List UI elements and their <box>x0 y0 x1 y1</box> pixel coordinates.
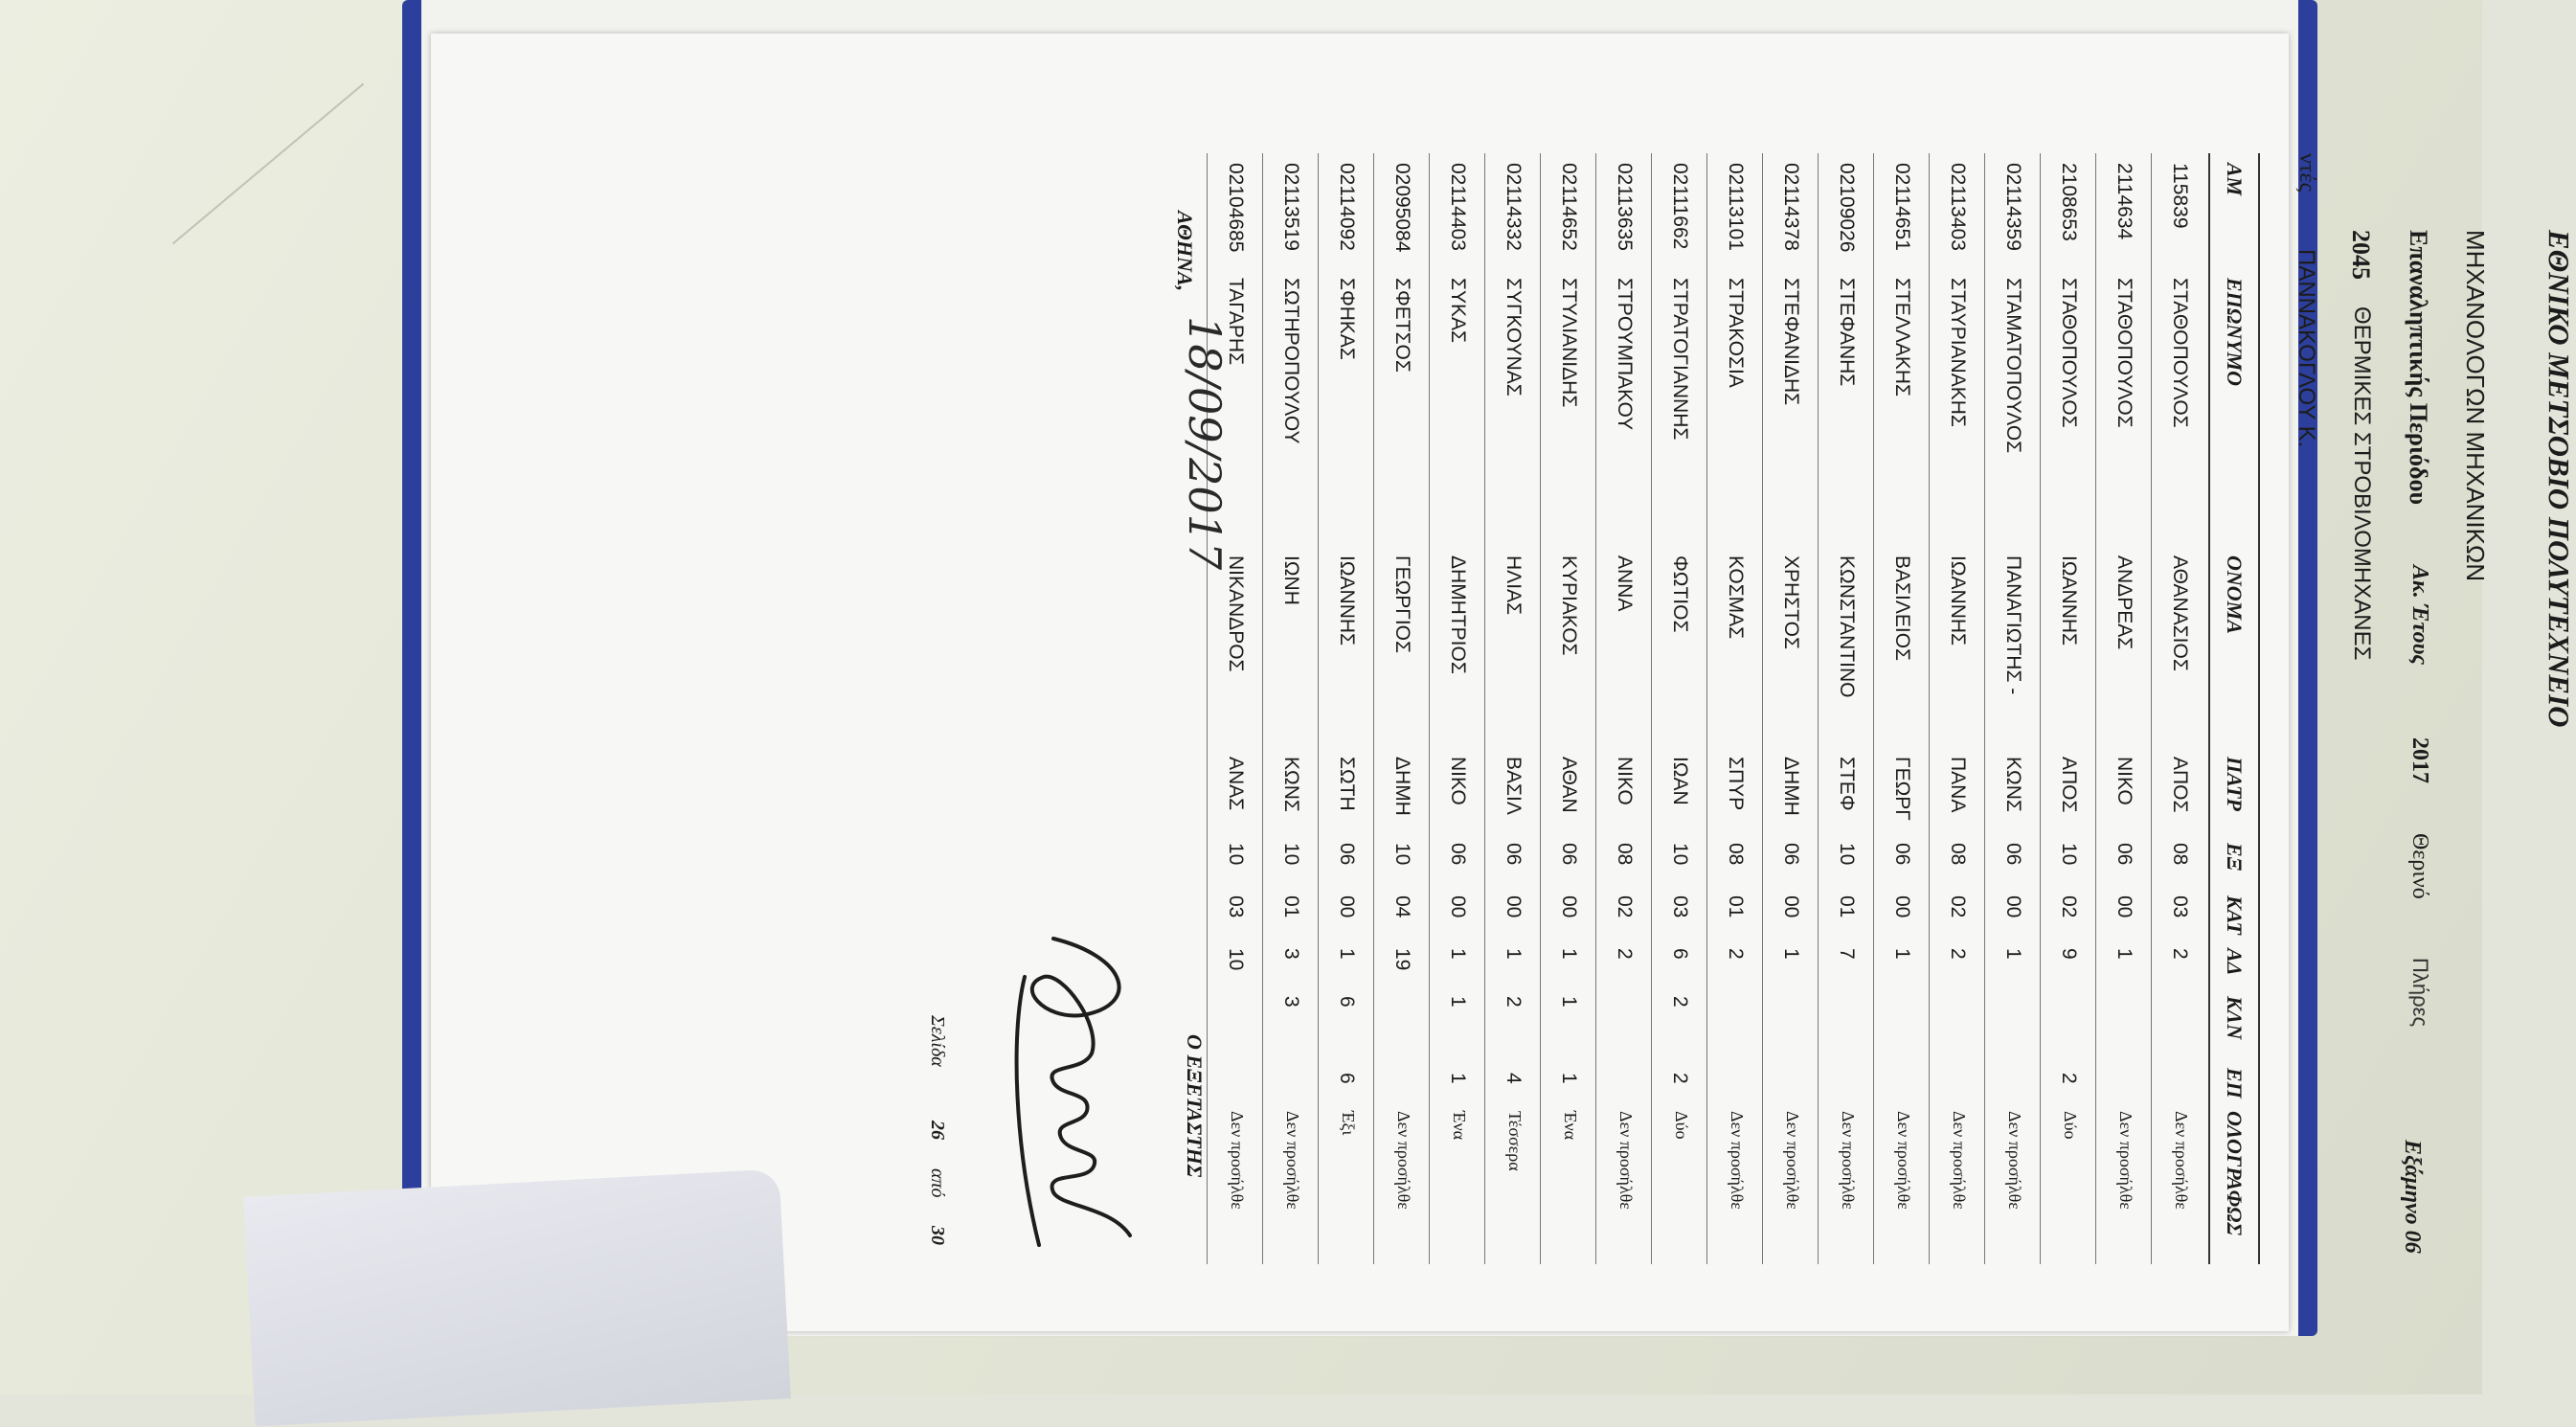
cell-ad: 1 <box>2002 948 2024 960</box>
row-divider <box>1484 153 1485 1264</box>
row-divider <box>1429 153 1430 1264</box>
cell-name: ΦΩΤΙΟΣ <box>1669 555 1691 633</box>
cell-ex: 10 <box>1225 843 1247 866</box>
cell-ad: 7 <box>1836 948 1858 960</box>
cell-cat: 03 <box>1669 895 1691 918</box>
cell-kl: 1 <box>1558 996 1580 1008</box>
cell-ep: 1 <box>1447 1073 1469 1084</box>
cell-cat: 02 <box>1947 895 1969 918</box>
table-row <box>1929 153 1984 1264</box>
row-divider <box>1262 153 1263 1264</box>
cell-ex: 10 <box>2058 843 2080 866</box>
cell-surname: ΣΩΤΗΡΟΠΟΥΛΟΥ <box>1280 278 1302 444</box>
col-header-ep: ΕΠ <box>2223 1068 2247 1099</box>
cell-surname: ΣΤΑΘΟΠΟΥΛΟΣ <box>2113 278 2135 428</box>
cell-surname: ΣΤΕΦΑΝΙΔΗΣ <box>1780 278 1802 406</box>
row-divider <box>1873 153 1874 1264</box>
academic-year-value: 2017 <box>2407 737 2432 783</box>
grade-sheet-page <box>431 34 2576 1331</box>
col-header-words: ΟΛΟΓΡΑΦΩΣ <box>2223 1111 2247 1235</box>
cell-name: ΚΩΝΣΤΑΝΤΙΝΟ <box>1836 555 1858 698</box>
course-code: 2045 <box>2347 230 2375 280</box>
table-row <box>1706 153 1762 1264</box>
cell-father: ΣΠΥΡ <box>1725 757 1747 811</box>
examiner-signature <box>977 919 1168 1264</box>
cell-ad: 2 <box>1614 948 1636 960</box>
row-divider <box>2040 153 2041 1264</box>
cell-ep: 2 <box>1669 1073 1691 1084</box>
col-header-surname: ΕΠΩΝΥΜΟ <box>2223 278 2247 386</box>
org-title: ΕΘΝΙΚΟ ΜΕΤΣΟΒΙΟ ΠΟΛΥΤΕΧΝΕΙΟ <box>2542 230 2576 728</box>
row-divider <box>1818 153 1819 1264</box>
cell-surname: ΤΑΓΑΡΗΣ <box>1225 278 1247 366</box>
cell-words: Δεν προσήλθε <box>1283 1111 1302 1210</box>
cell-ep: 2 <box>2058 1073 2080 1084</box>
cell-surname: ΣΤΥΛΙΑΝΙΔΗΣ <box>1558 278 1580 408</box>
instructor-name: ΠΑΝΝΑΚΟΓΛΟΥ Κ. <box>2294 249 2319 448</box>
cell-father: ΑΠΟΣ <box>2169 757 2191 813</box>
cell-words: Τέσσερα <box>1505 1111 1525 1171</box>
cell-words: Δεν προσήλθε <box>1616 1111 1636 1210</box>
cell-surname: ΣΦΕΤΣΟΣ <box>1391 278 1413 373</box>
cell-kl: 2 <box>1669 996 1691 1008</box>
cell-words: Δεν προσήλθε <box>2172 1111 2191 1210</box>
cell-kl: 2 <box>1503 996 1525 1008</box>
cell-surname: ΣΦΗΚΑΣ <box>1336 278 1358 360</box>
cell-surname: ΣΤΡΑΚΟΣΙΑ <box>1725 278 1747 388</box>
cell-surname: ΣΤΑΘΟΠΟΥΛΟΣ <box>2058 278 2080 428</box>
row-divider <box>1984 153 1985 1264</box>
cell-words: Έξι <box>1339 1111 1358 1136</box>
page-curl <box>243 1169 791 1427</box>
page-total: 30 <box>927 1226 948 1245</box>
table-row <box>1373 153 1429 1264</box>
paper-crease <box>172 83 364 245</box>
cell-words: Δεν προσήλθε <box>1839 1111 1858 1210</box>
cell-ad: 1 <box>1503 948 1525 960</box>
cell-ama: 115839 <box>2169 163 2191 229</box>
cell-ama: 02114332 <box>1503 163 1525 251</box>
cell-surname: ΣΤΑΘΟΠΟΥΛΟΣ <box>2169 278 2191 428</box>
cell-ama: 2114634 <box>2113 163 2135 240</box>
cell-cat: 00 <box>2002 895 2024 918</box>
cell-cat: 02 <box>2058 895 2080 918</box>
cell-name: ΠΑΝΑΓΙΩΤΗΣ - <box>2002 555 2024 695</box>
table-header-rule <box>2208 153 2210 1264</box>
cell-ama: 02113635 <box>1614 163 1636 251</box>
cell-name: ΙΩΝΗ <box>1280 555 1302 605</box>
page-label: Σελίδα <box>927 1015 948 1067</box>
cell-ama: 02113101 <box>1725 163 1747 251</box>
cell-name: ΧΡΗΣΤΟΣ <box>1780 555 1802 649</box>
cell-ex: 10 <box>1391 843 1413 866</box>
cell-name: ΑΝΔΡΕΑΣ <box>2113 555 2135 650</box>
cell-name: ΚΥΡΙΑΚΟΣ <box>1558 555 1580 656</box>
cell-words: Δεν προσήλθε <box>1894 1111 1913 1210</box>
cell-cat: 00 <box>1336 895 1358 918</box>
table-row <box>1595 153 1651 1264</box>
cell-father: ΝΙΚΟ <box>2113 757 2135 805</box>
cell-words: Δύο <box>2061 1111 2080 1140</box>
cell-ex: 10 <box>1836 843 1858 866</box>
cell-ex: 08 <box>1947 843 1969 866</box>
cell-ad: 2 <box>1725 948 1747 960</box>
cell-words: Ένα <box>1450 1111 1469 1141</box>
col-header-kln: ΚΛΝ <box>2223 996 2247 1040</box>
cell-ama: 02109026 <box>1836 163 1858 253</box>
table-row <box>2095 153 2151 1264</box>
cell-father: ΝΙΚΟ <box>1614 757 1636 805</box>
cell-kl: 3 <box>1280 996 1302 1008</box>
course-name: ΘΕΡΜΙΚΕΣ ΣΤΡΟΒΙΛΟΜΗΧΑΝΕΣ <box>2349 306 2375 661</box>
table-row <box>1873 153 1929 1264</box>
examiner-label: Ο ΕΞΕΤΑΣΤΗΣ <box>1183 1034 1207 1178</box>
place-date-label: ΑΘΗΝΑ, <box>1173 211 1197 292</box>
cell-father: ΓΕΩΡΓ <box>1891 757 1913 821</box>
rotated-content <box>881 153 2576 1293</box>
cell-ex: 06 <box>2002 843 2024 866</box>
cell-cat: 00 <box>1780 895 1802 918</box>
cell-name: ΚΟΣΜΑΣ <box>1725 555 1747 640</box>
cell-words: Δεν προσήλθε <box>2116 1111 2135 1210</box>
cell-words: Δεν προσήλθε <box>2005 1111 2024 1210</box>
cell-ex: 06 <box>1780 843 1802 866</box>
cell-father: ΠΑΝΑ <box>1947 757 1969 813</box>
row-divider <box>1373 153 1374 1264</box>
cell-ad: 9 <box>2058 948 2080 960</box>
cell-ama: 02114652 <box>1558 163 1580 251</box>
cell-ama: 02104685 <box>1225 163 1247 253</box>
cell-ex: 06 <box>1447 843 1469 866</box>
row-divider <box>1651 153 1652 1264</box>
cell-name: ΔΗΜΗΤΡΙΟΣ <box>1447 555 1469 674</box>
period-label: Επαναληπτικής Περιόδου <box>2405 230 2432 506</box>
cell-ad: 1 <box>1336 948 1358 960</box>
cell-name: ΙΩΑΝΝΗΣ <box>1947 555 1969 646</box>
cell-words: Δεν προσήλθε <box>1783 1111 1802 1210</box>
page-of-label: από <box>927 1168 948 1198</box>
table-row <box>2040 153 2095 1264</box>
row-divider <box>1318 153 1319 1264</box>
cell-ama: 02114359 <box>2002 163 2024 251</box>
cell-father: ΑΘΑΝ <box>1558 757 1580 813</box>
cell-name: ΑΘΑΝΑΣΙΟΣ <box>2169 555 2191 671</box>
cell-words: Δεν προσήλθε <box>1394 1111 1413 1210</box>
cell-ep: 6 <box>1336 1073 1358 1084</box>
cell-cat: 00 <box>1503 895 1525 918</box>
row-divider <box>1929 153 1930 1264</box>
cell-ex: 08 <box>1725 843 1747 866</box>
cell-cat: 00 <box>1558 895 1580 918</box>
cell-name: ΒΑΣΙΛΕΙΟΣ <box>1891 555 1913 662</box>
cell-kl: 6 <box>1336 996 1358 1008</box>
cell-ex: 10 <box>1669 843 1691 866</box>
cell-ama: 02114403 <box>1447 163 1469 251</box>
cell-surname: ΣΤΕΦΑΝΗΣ <box>1836 278 1858 387</box>
table-row <box>1984 153 2040 1264</box>
cell-father: ΒΑΣΙΛ <box>1503 757 1525 815</box>
cell-father: ΔΗΜΗ <box>1391 757 1413 816</box>
cell-surname: ΣΥΓΚΟΥΝΑΣ <box>1503 278 1525 396</box>
cell-ad: 10 <box>1225 948 1247 971</box>
cell-father: ΑΠΟΣ <box>2058 757 2080 813</box>
cell-ep: 4 <box>1503 1073 1525 1084</box>
cell-father: ΝΙΚΟ <box>1447 757 1469 805</box>
cell-ama: 02113403 <box>1947 163 1969 251</box>
handwritten-date: 18/09/2017 <box>1179 316 1231 571</box>
instructors-label: ντές <box>2294 153 2319 193</box>
cell-cat: 03 <box>1225 895 1247 918</box>
cell-cat: 01 <box>1836 895 1858 918</box>
table-row <box>1651 153 1706 1264</box>
cell-cat: 02 <box>1614 895 1636 918</box>
col-header-ad: ΑΔ <box>2223 948 2247 976</box>
cell-ad: 19 <box>1391 948 1413 971</box>
cell-cat: 04 <box>1391 895 1413 918</box>
cell-cat: 01 <box>1280 895 1302 918</box>
table-row <box>2151 153 2206 1264</box>
row-divider <box>2151 153 2152 1264</box>
cell-ad: 1 <box>1558 948 1580 960</box>
program-mode: Πλήρες <box>2408 958 2432 1028</box>
cell-ama: 02114651 <box>1891 163 1913 251</box>
cell-surname: ΣΥΚΑΣ <box>1447 278 1469 343</box>
exam-season: Θερινό <box>2407 833 2432 899</box>
cell-ama: 2108653 <box>2058 163 2080 241</box>
cell-ex: 10 <box>1280 843 1302 866</box>
col-header-cat: ΚΑΤ <box>2223 895 2247 935</box>
cell-surname: ΣΤΡΟΥΜΠΑΚΟΥ <box>1614 278 1636 431</box>
cell-kl: 1 <box>1447 996 1469 1008</box>
cell-cat: 01 <box>1725 895 1747 918</box>
cell-ama: 02114092 <box>1336 163 1358 251</box>
cell-ex: 06 <box>1558 843 1580 866</box>
cell-name: ΙΩΑΝΝΗΣ <box>1336 555 1358 646</box>
cell-ad: 1 <box>1891 948 1913 960</box>
table-row <box>1540 153 1595 1264</box>
cell-father: ΑΝΑΣ <box>1225 757 1247 811</box>
cell-cat: 03 <box>2169 895 2191 918</box>
cell-ad: 2 <box>1947 948 1969 960</box>
cell-name: ΓΕΩΡΓΙΟΣ <box>1391 555 1413 653</box>
cell-words: Δύο <box>1672 1111 1691 1140</box>
cell-ex: 06 <box>1336 843 1358 866</box>
cell-name: ΝΙΚΑΝΔΡΟΣ <box>1225 555 1247 672</box>
cell-ad: 1 <box>1780 948 1802 960</box>
cell-words: Δεν προσήλθε <box>1228 1111 1247 1210</box>
col-header-ex: ΕΞ <box>2223 843 2247 872</box>
cell-father: ΔΗΜΗ <box>1780 757 1802 816</box>
cell-surname: ΣΤΑΜΑΤΟΠΟΥΛΟΣ <box>2002 278 2024 454</box>
cell-ex: 06 <box>2113 843 2135 866</box>
table-row <box>1484 153 1540 1264</box>
table-top-rule <box>2258 153 2260 1264</box>
semester-label: Εξάμηνο 06 <box>2400 1140 2425 1254</box>
cell-father: ΣΤΕΦ <box>1836 757 1858 811</box>
cell-ad: 6 <box>1669 948 1691 960</box>
cell-words: Δεν προσήλθε <box>1728 1111 1747 1210</box>
col-header-am: ΑΜ <box>2223 163 2247 196</box>
cell-ama: 02114378 <box>1780 163 1802 251</box>
cell-cat: 00 <box>1447 895 1469 918</box>
cell-ep: 1 <box>1558 1073 1580 1084</box>
cell-cat: 00 <box>1891 895 1913 918</box>
cell-ex: 08 <box>2169 843 2191 866</box>
department-name: ΜΗΧΑΝΟΛΟΓΩΝ ΜΗΧΑΝΙΚΩΝ <box>2461 230 2490 582</box>
cell-words: Ένα <box>1561 1111 1580 1141</box>
cell-surname: ΣΤΡΑΤΟΓΙΑΝΝΗΣ <box>1669 278 1691 441</box>
academic-year-label: Ακ. Έτους <box>2407 565 2432 666</box>
cell-ad: 1 <box>2113 948 2135 960</box>
row-divider <box>1762 153 1763 1264</box>
page-number: 26 <box>927 1121 948 1140</box>
cell-surname: ΣΤΑΥΡΙΑΝΑΚΗΣ <box>1947 278 1969 427</box>
row-divider <box>1595 153 1596 1264</box>
cell-name: ΙΩΑΝΝΗΣ <box>2058 555 2080 646</box>
cell-ad: 2 <box>2169 948 2191 960</box>
cell-father: ΣΩΤΗ <box>1336 757 1358 811</box>
cell-ex: 06 <box>1891 843 1913 866</box>
cell-cat: 00 <box>2113 895 2135 918</box>
table-row <box>1429 153 1484 1264</box>
table-row <box>1262 153 1318 1264</box>
cell-father: ΙΩΑΝ <box>1669 757 1691 805</box>
cell-ama: 02095084 <box>1391 163 1413 253</box>
col-header-father: ΠΑΤΡ <box>2223 757 2247 811</box>
cell-ama: 02111662 <box>1669 163 1691 250</box>
table-row <box>1818 153 1873 1264</box>
cell-words: Δεν προσήλθε <box>1950 1111 1969 1210</box>
table-row <box>1318 153 1373 1264</box>
row-divider <box>1540 153 1541 1264</box>
cell-ex: 08 <box>1614 843 1636 866</box>
cell-ama: 02113519 <box>1280 163 1302 251</box>
cell-surname: ΣΤΕΛΛΑΚΗΣ <box>1891 278 1913 397</box>
cell-ex: 06 <box>1503 843 1525 866</box>
table-row <box>1762 153 1818 1264</box>
cell-ad: 1 <box>1447 948 1469 960</box>
col-header-name: ΟΝΟΜΑ <box>2223 555 2247 634</box>
row-divider <box>1706 153 1707 1264</box>
cell-ad: 3 <box>1280 948 1302 960</box>
row-divider <box>2095 153 2096 1264</box>
cell-name: ΑΝΝΑ <box>1614 555 1636 612</box>
cell-father: ΚΩΝΣ <box>1280 757 1302 812</box>
cell-father: ΚΩΝΣ <box>2002 757 2024 812</box>
cell-name: ΗΛΙΑΣ <box>1503 555 1525 616</box>
